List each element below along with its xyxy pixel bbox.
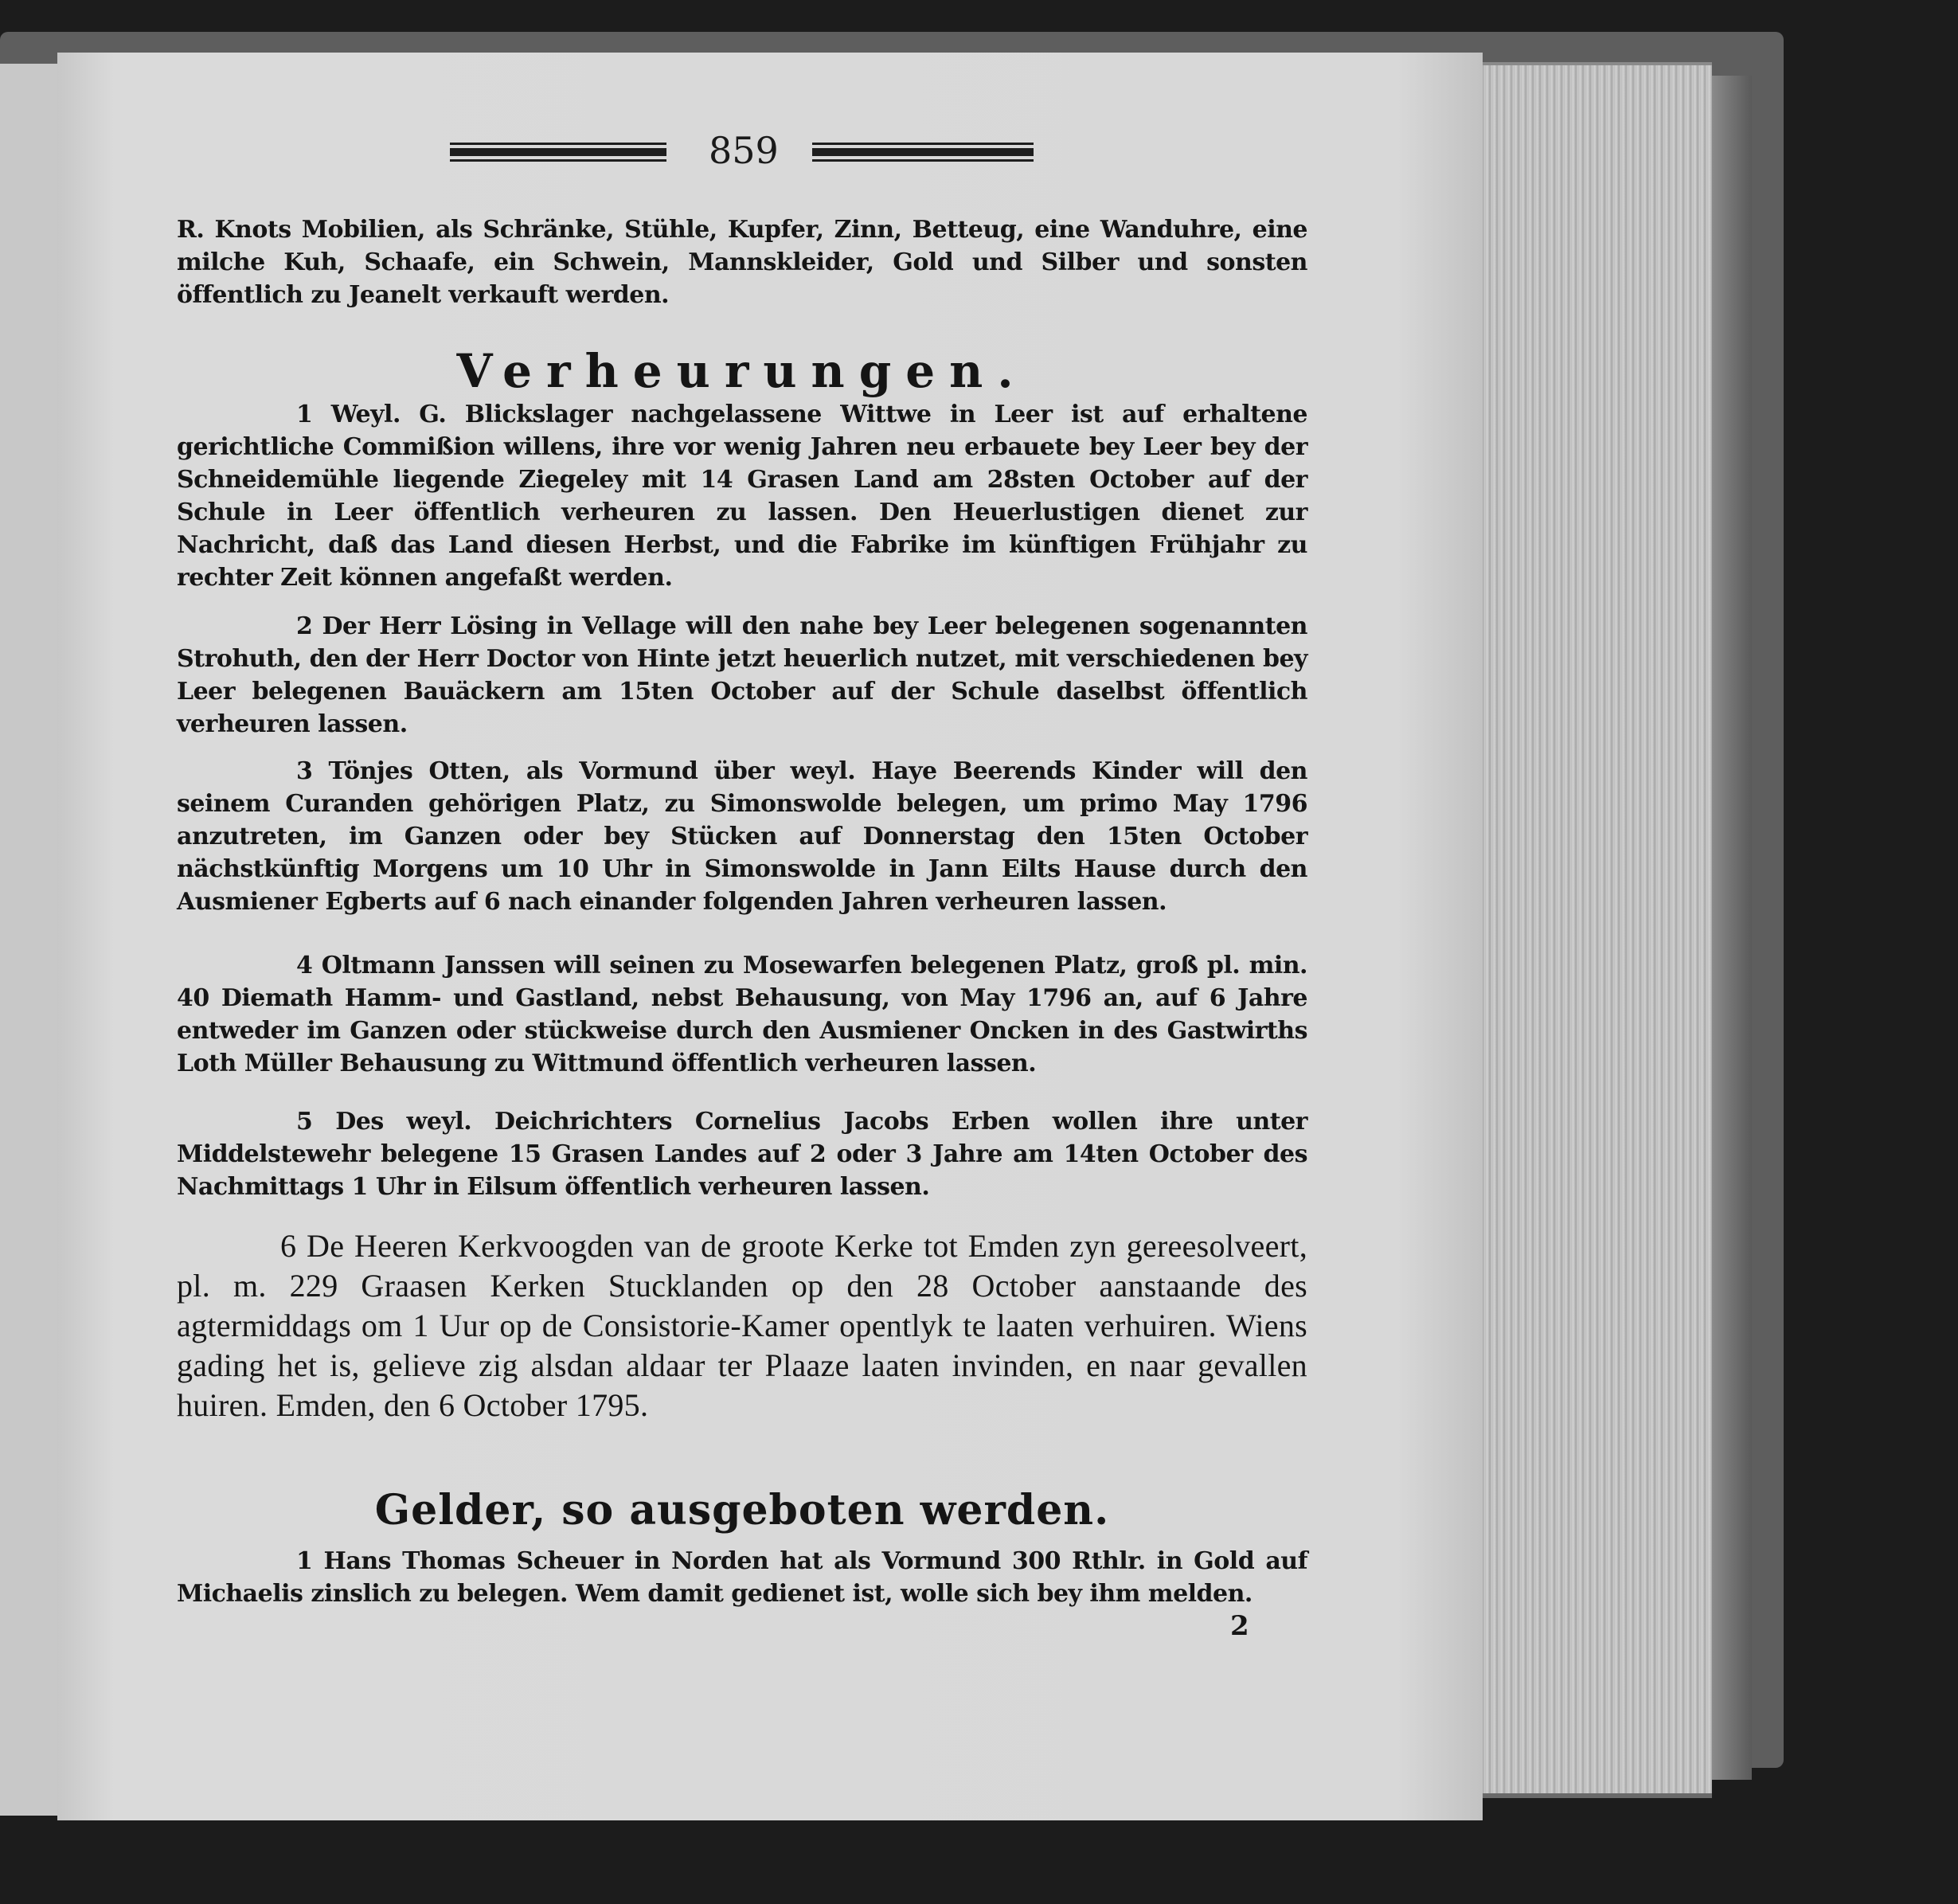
intro-paragraph: R. Knots Mobilien, als Schränke, Stühle, Kupfer, Zinn, Betteug, eine Wanduhre, eine milche Kuh, Schaafe, ein Schwein, Mannskleider, Gold und Silber und sonsten öffentlich zu Jeanelt verkauft werden. xyxy=(177,216,1307,309)
money-notice-1: 1 Hans Thomas Scheuer in Norden hat als Vormund 300 Rthlr. in Gold auf Michaelis zinslich zu belegen. Wem damit gedienet ist, wolle sich bey ihm melden. xyxy=(177,1547,1307,1608)
header-rule-left xyxy=(450,148,666,156)
book-spine-shadow xyxy=(1712,76,1752,1780)
section-heading-gelder: Gelder, so ausgeboten werden. xyxy=(374,1486,1110,1535)
section-heading-verheurungen: Verheurungen. xyxy=(456,344,1028,398)
page-block-edges xyxy=(1449,62,1712,1798)
header-rule-right xyxy=(812,148,1034,156)
notice-1: 1 Weyl. G. Blickslager nachgelassene Wittwe in Leer ist auf erhaltene gerichtliche Commißion willens, ihre vor wenig Jahren neu erbauete bey Leer bey der Schneidemühle liegende Ziegeley mit 14 Grasen Land am 28sten October auf der Schule in Leer öffentlich verheuren zu lassen. Den Heuerlustigen dienet zur Nachricht, daß das Land diesen Herbst, und die Fabrike im künftigen Frühjahr zu rechter Zeit können angefaßt werden. xyxy=(177,401,1307,592)
page-header xyxy=(450,129,1035,177)
notice-2: 2 Der Herr Lösing in Vellage will den nahe bey Leer belegenen sogenannten Strohuth, den der Herr Doctor von Hinte jetzt heuerlich nutzet, mit verschiedenen bey Leer belegenen Bauäckern am 15ten October auf der Schule daselbst öffentlich verheuren lassen. xyxy=(177,612,1307,738)
catchword: 2 xyxy=(1230,1610,1249,1642)
notice-3: 3 Tönjes Otten, als Vormund über weyl. Haye Beerends Kinder will den seinem Curanden gehörigen Platz, zu Simonswolde belegen, um primo May 1796 anzutreten, im Ganzen oder bey Stücken auf Donnerstag den 15ten October nächstkünftig Morgens um 10 Uhr in Simonswolde in Jann Eilts Hause durch den Ausmiener Egberts auf 6 nach einander folgenden Jahren verheuren lassen. xyxy=(177,757,1307,916)
page-number: 859 xyxy=(709,129,779,172)
notice-6-dutch: 6 De Heeren Kerkvoogden van de groote Kerke tot Emden zyn gereesolveert, pl. m. 229 Graasen Kerken Stucklanden op den 28 October aanstaande des agtermiddags om 1 Uur op de Consistorie-Kamer opentlyk te laaten verhuiren. Wiens gading het is, gelieve zig alsdan aldaar ter Plaaze laaten invinden, en naar gevallen huiren. Emden, den 6 October 1795. xyxy=(177,1228,1307,1423)
notice-5: 5 Des weyl. Deichrichters Cornelius Jacobs Erben wollen ihre unter Middelstewehr belegene 15 Grasen Landes auf 2 oder 3 Jahre am 14ten October des Nachmittags 1 Uhr in Eilsum öffentlich verheuren lassen. xyxy=(177,1108,1307,1201)
facing-page-edge xyxy=(0,64,60,1816)
notice-4: 4 Oltmann Janssen will seinen zu Mosewarfen belegenen Platz, groß pl. min. 40 Diemath Hamm- und Gastland, nebst Behausung, von May 1796 an, auf 6 Jahre entweder im Ganzen oder stückweise durch den Ausmiener Oncken in des Gastwirths Loth Müller Behausung zu Wittmund öffentlich verheuren lassen. xyxy=(177,952,1307,1077)
